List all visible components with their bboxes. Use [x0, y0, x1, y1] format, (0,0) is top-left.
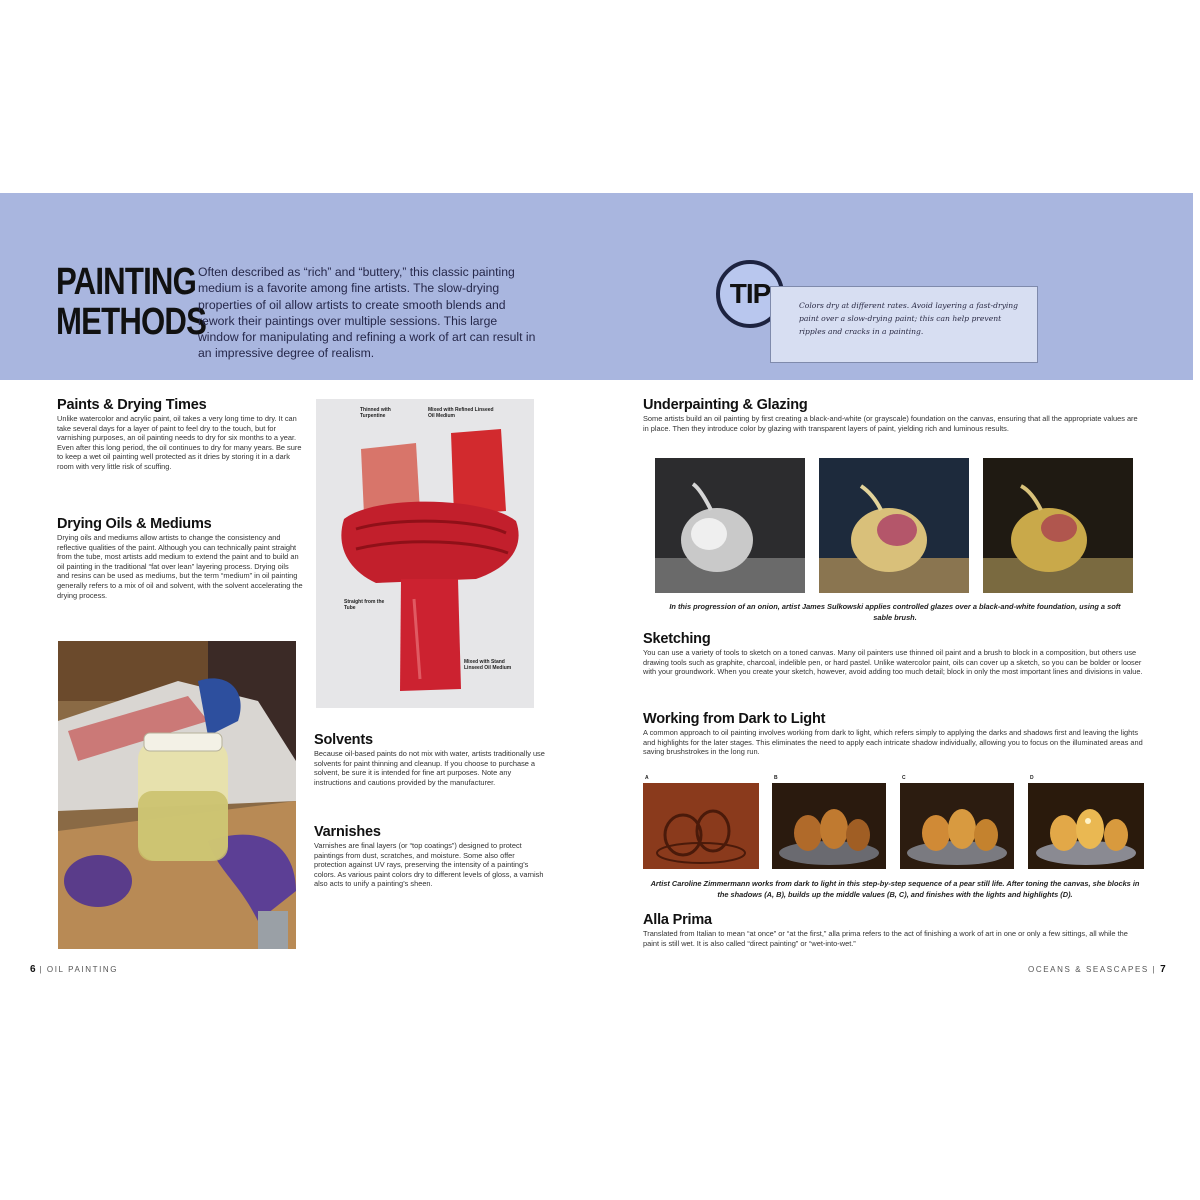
pear-highlights — [1028, 783, 1144, 869]
label-refined: Mixed with Refined Linseed Oil Medium — [428, 407, 494, 419]
pear-sketch — [643, 783, 759, 869]
onion-step-1 — [655, 458, 805, 593]
label-tube: Straight from the Tube — [344, 599, 385, 611]
label-turpentine: Thinned with Turpentine — [360, 407, 391, 419]
caption-onion: In this progression of an onion, artist James Sulkowski applies controlled glazes over a black-and-white foundation, using a soft sable brush. — [669, 602, 1121, 622]
onion-partial-color — [819, 458, 969, 593]
step-label-c: C — [902, 775, 906, 781]
onion-step-2 — [819, 458, 969, 593]
heading-underpainting: Underpainting & Glazing — [643, 397, 808, 413]
onion-step-3 — [983, 458, 1133, 593]
body-dark-to-light: A common approach to oil painting involves working from dark to light, which refers simply to applying the darks and shadows first and leaving the lights and highlights for the later stages. This eliminates the need to apply each intricate shadow individually, allowing you to focus on the illuminated areas and saving brushstrokes in the long run. — [643, 728, 1143, 757]
body-alla-prima: Translated from Italian to mean “at once” or “at the first,” alla prima refers to the act of finishing a work of art in one or only a few sittings, all while the paint is still wet. It is also called “direct painting” or “wet-into-wet.” — [643, 929, 1128, 948]
solvent-jar-photo — [58, 641, 296, 949]
heading-paints: Paints & Drying Times — [57, 397, 207, 413]
label-stand: Mixed with Stand Linseed Oil Medium — [464, 659, 512, 671]
folio-left: 6 | OIL PAINTING — [30, 964, 119, 975]
jar-illustration — [58, 641, 296, 949]
body-paints: Unlike watercolor and acrylic paint, oil takes a very long time to dry. It can take several days for a layer of paint to feel dry to the touch, but for varnishing purposes, an oil painting needs to dry for six months to a year. Even after this long period, the oil continues to dry for many years. Be sure to keep a wet oil painting well protected as it dries by storing it in a dark room with very little risk of scuffing. — [57, 414, 302, 471]
heading-varnishes: Varnishes — [314, 824, 381, 840]
step-label-a: A — [645, 775, 649, 781]
heading-oils: Drying Oils & Mediums — [57, 516, 212, 532]
title-line-1: PAINTING — [56, 261, 197, 303]
body-sketching: You can use a variety of tools to sketch on a toned canvas. Many oil painters use thinned oil paint and a brush to block in a composition, but others use drawing tools such as graphite, charcoal, indelible pen, or hard pastel. Unlike watercolor paint, oils can cover up a sketch, so you can be bolder or looser with your groundwork. When you create your sketch, however, avoid adding too much detail; block in only the most important lines and divisions in value. — [643, 648, 1143, 677]
paint-swatch-photo — [316, 399, 534, 708]
body-oils: Drying oils and mediums allow artists to change the consistency and reflective qualities of the paint. Although you can technically paint straight from the tube, most artists add medium to extend the paint and to build an oil painting in the traditional “fat over lean” layering process. Drying oils and resins can be used as mediums, but the term “medium” in oil painting generally refers to a mix of oil and solvent, with the solvent accelerating the drying process. — [57, 533, 303, 600]
pear-shadows — [772, 783, 886, 869]
folio-right: OCEANS & SEASCAPES | 7 — [1028, 964, 1166, 975]
pear-step-a — [643, 783, 759, 869]
intro-paragraph: Often described as “rich” and “buttery,” this classic painting medium is a favorite among fine artists. The slow-drying properties of oil allow artists to create smooth blends and rework their paintings over multiple sessions. This large window for manipulating and refining a work of art can result in an impressive degree of realism. — [198, 265, 536, 361]
onion-grayscale — [655, 458, 805, 593]
step-label-b: B — [774, 775, 778, 781]
caption-pears: Artist Caroline Zimmermann works from dark to light in this step-by-step sequence of a pear still life. After toning the canvas, she blocks in the shadows (A, B), builds up the middle values (B, C), and finishes with the lights and highlights (D). — [650, 879, 1140, 899]
body-solvents: Because oil-based paints do not mix with water, artists traditionally use solvents for paint thinning and cleanup. If you choose to purchase a solvent, be sure it is intended for fine art purposes. Note any instructions and cautions provided by the manufacturer. — [314, 749, 545, 787]
heading-sketching: Sketching — [643, 631, 711, 647]
pear-midtones — [900, 783, 1014, 869]
pear-step-b — [772, 783, 886, 869]
pear-step-c — [900, 783, 1014, 869]
heading-dark-to-light: Working from Dark to Light — [643, 711, 826, 727]
title-line-2: METHODS — [56, 301, 207, 343]
heading-alla-prima: Alla Prima — [643, 912, 712, 928]
body-varnishes: Varnishes are final layers (or “top coatings”) designed to protect paintings from dust, scratches, and moisture. Some also offer protection against UV rays, preserving the intensity of a painting’s colors. As various paint colors dry to different levels of gloss, a varnish also acts to unify a painting’s sheen. — [314, 841, 544, 889]
body-underpainting: Some artists build an oil painting by first creating a black-and-white (or grayscale) foundation on the canvas, ensuring that all the appropriate values are in place. Then they introduce color by glazing with transparent layers of paint, yielding rich and luminous results. — [643, 414, 1138, 433]
step-label-d: D — [1030, 775, 1034, 781]
onion-finished — [983, 458, 1133, 593]
heading-solvents: Solvents — [314, 732, 373, 748]
page-title — [56, 262, 206, 342]
tip-text: Colors dry at different rates. Avoid layering a fast-drying paint over a slow-drying paint; this can help prevent ripples and cracks in a painting. — [770, 286, 1038, 363]
pear-step-d — [1028, 783, 1144, 869]
tip-badge: TIP — [716, 260, 784, 328]
